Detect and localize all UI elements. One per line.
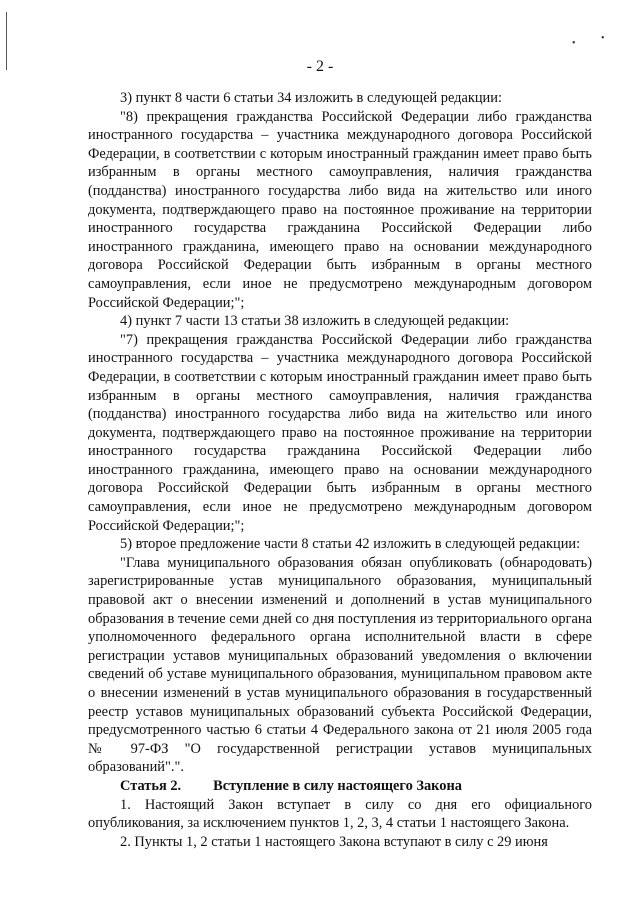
article-title: Вступление в силу настоящего Закона	[213, 777, 462, 794]
document-body	[88, 89, 592, 851]
article-number: Статья 2.	[120, 777, 182, 794]
amendment-quote: "7) прекращения гражданства Российской Федерации либо гражданства иностранного государства – участника международного договора Российской Федерации, в соответствии с которым иностранный гражданин имеет право быть избранным в органы местного самоуправления, наличия гражданства (подданства) иностранного государства либо вида на жительство или иного документа, подтверждающего право на постоянное проживание на территории иностранного государства гражданина Российской Федерации либо иностранного гражданина, имеющего право на основании международного договора Российской Федерации быть избранным в органы местного самоуправления, если иное не предусмотрено международным договором Российской Федерации;";	[88, 331, 592, 534]
amendment-quote: "Глава муниципального образования обязан опубликовать (обнародовать) зарегистрированные устав муниципального образования, муниципальный правовой акт о внесении изменений и дополнений в устав муниципального образования в течение семи дней со дня поступления из территориального органа уполномоченного федерального органа исполнительной власти в сфере регистрации уставов муниципальных образований уведомления о включении сведений об уставе муниципального образования, муниципальном правовом акте о внесении изменений в устав муниципального образования в государственный реестр уставов муниципальных образований субъекта Российской Федерации, предусмотренного частью 6 статьи 4 Федерального закона от 21 июля 2005 года № 97-ФЗ "О государственной регистрации уставов муниципальных образований".".	[88, 554, 592, 776]
article-heading	[88, 777, 592, 796]
amendment-lead: 3) пункт 8 части 6 статьи 34 изложить в следующей редакции:	[120, 90, 502, 106]
amendment-lead: 5) второе предложение части 8 статьи 42 изложить в следующей редакции:	[120, 536, 581, 553]
article-paragraph: 2. Пункты 1, 2 статьи 1 настоящего Закона вступают в силу с 29 июня	[120, 833, 548, 850]
scan-mark: •	[572, 38, 576, 49]
amendment-quote: "8) прекращения гражданства Российской Федерации либо гражданства иностранного государства – участника международного договора Российской Федерации, в соответствии с которым иностранный гражданин имеет право быть избранным в органы местного самоуправления, наличия гражданства (подданства) иностранного государства либо вида на жительство или иного документа, подтверждающего право на постоянное проживание на территории иностранного государства гражданина Российской Федерации либо иностранного гражданина, имеющего право на основании международного договора Российской Федерации быть избранным в органы местного самоуправления, если иное не предусмотрено международным договором Российской Федерации;";	[88, 108, 592, 311]
amendment-lead: 4) пункт 7 части 13 статьи 38 изложить в следующей редакции:	[120, 313, 510, 330]
scan-mark: •	[601, 33, 605, 44]
article-paragraph: 1. Настоящий Закон вступает в силу со дня его официального опубликования, за исключением пунктов 1, 2, 3, 4 статьи 1 настоящего Закона.	[88, 796, 592, 832]
page-number: - 2 -	[306, 58, 334, 75]
